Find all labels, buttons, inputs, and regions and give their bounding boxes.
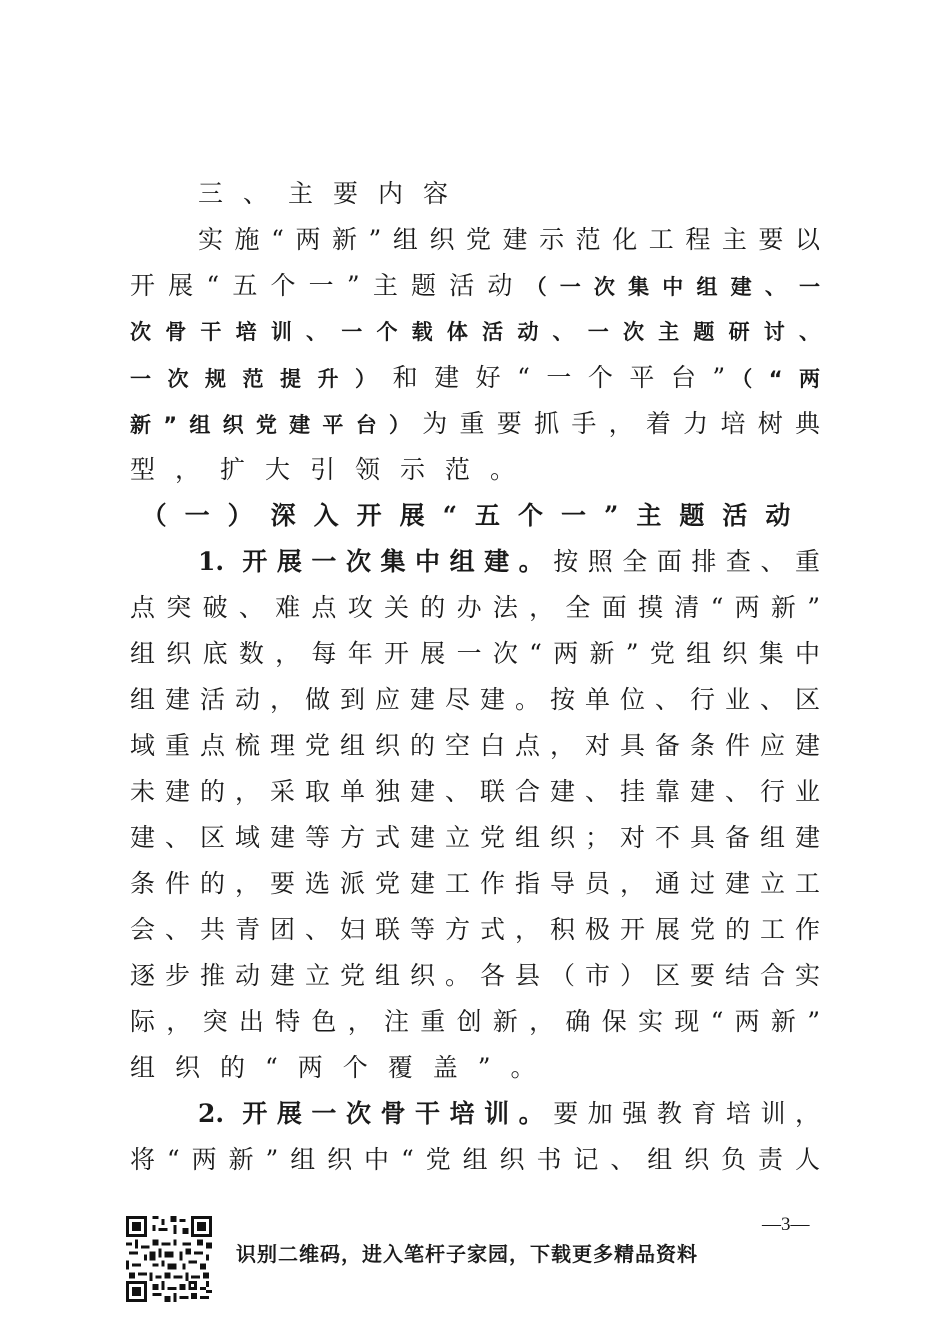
emphasis-span: （一次集中组建、一 bbox=[525, 275, 820, 299]
paragraph-line: 实施“两新”组织党建示范化工程主要以 bbox=[198, 225, 820, 254]
item-title: 2. 开展一次骨干培训。 bbox=[198, 1099, 554, 1128]
paragraph-line: 建、区域建等方式建立党组织；对不具备组建 bbox=[130, 823, 820, 852]
subsection-heading: （一）深入开展“五个一”主题活动 bbox=[141, 501, 809, 530]
paragraph-line: 组织的“两个覆盖”。 bbox=[130, 1053, 556, 1082]
text-span: 按照全面排查、重 bbox=[553, 547, 820, 576]
paragraph-line: 逐步推动建立党组织。各县（市）区要结合实 bbox=[130, 961, 820, 990]
paragraph-line-emphasis: 次骨干培训、一个载体活动、一次主题研讨、 bbox=[130, 320, 820, 344]
emphasis-span: 一次规范提升） bbox=[130, 367, 393, 391]
paragraph-line: 际，突出特色，注重创新，确保实现“两新” bbox=[130, 1007, 820, 1036]
paragraph-line: 未建的，采取单独建、联合建、挂靠建、行业 bbox=[130, 777, 820, 806]
page-number: —3— bbox=[762, 1214, 810, 1235]
paragraph-line: 型，扩大引领示范。 bbox=[130, 455, 536, 484]
paragraph-line bbox=[198, 539, 820, 585]
paragraph-line: 会、共青团、妇联等方式，积极开展党的工作 bbox=[130, 915, 820, 944]
text-span: 开展“五个一”主题活动 bbox=[130, 271, 526, 300]
download-promo-text: 识别二维码，进入笔杆子家园，下载更多精品资料 bbox=[236, 1242, 698, 1266]
paragraph-line: 点突破、难点攻关的办法，全面摸清“两新” bbox=[130, 593, 820, 622]
paragraph-line bbox=[130, 401, 820, 447]
text-span: 为重要抓手，着力培树典 bbox=[422, 409, 820, 438]
section-heading: 三、主要内容 bbox=[198, 179, 469, 208]
paragraph-line bbox=[198, 1091, 820, 1137]
paragraph-line: 域重点梳理党组织的空白点，对具备条件应建 bbox=[130, 731, 820, 760]
emphasis-span: 新”组织党建平台） bbox=[130, 413, 423, 437]
paragraph-line: 条件的，要选派党建工作指导员，通过建立工 bbox=[130, 869, 820, 898]
text-span: 和建好“一个平台” bbox=[392, 363, 726, 392]
emphasis-span: （“两 bbox=[725, 367, 820, 391]
paragraph-line: 组建活动，做到应建尽建。按单位、行业、区 bbox=[130, 685, 820, 714]
item-title: 1. 开展一次集中组建。 bbox=[198, 547, 554, 576]
paragraph-line bbox=[130, 355, 820, 401]
paragraph-line: 组织底数，每年开展一次“两新”党组织集中 bbox=[130, 639, 820, 668]
text-span: 要加强教育培训， bbox=[553, 1099, 820, 1128]
paragraph-line bbox=[130, 263, 820, 309]
qr-code-icon[interactable] bbox=[126, 1216, 212, 1302]
paragraph-line: 将“两新”组织中“党组织书记、组织负责人 bbox=[130, 1145, 820, 1174]
